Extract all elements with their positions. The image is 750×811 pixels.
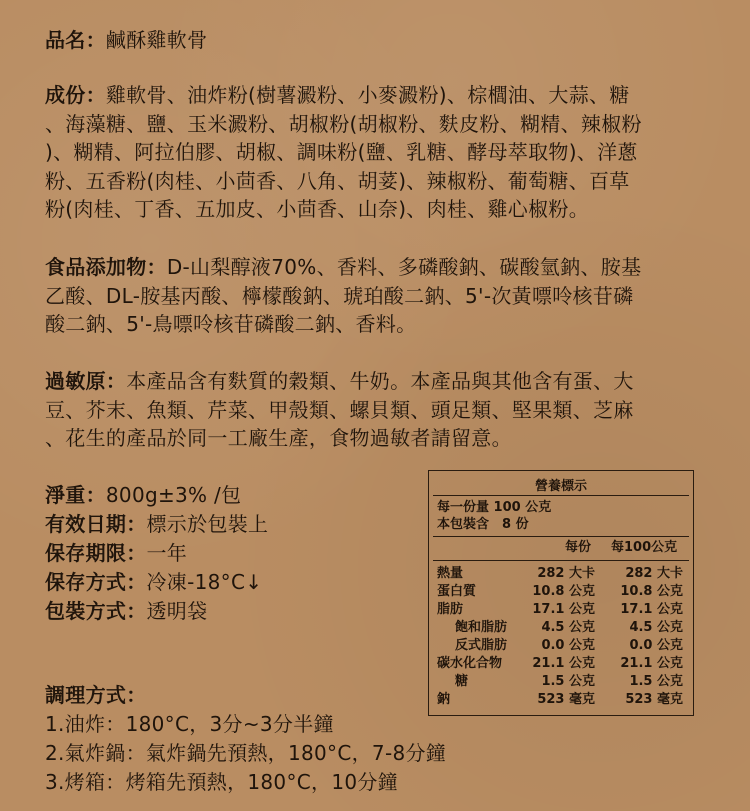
- cooking-label-line: [45, 682, 147, 708]
- packaging-line: 包裝方式：透明袋: [45, 599, 208, 623]
- nutrient-per100: 21.1 公克: [620, 656, 683, 671]
- additives-line: 食品添加物：D-山梨醇液70%、香料、多磷酸鈉、碳酸氫鈉、胺基: [45, 255, 642, 279]
- allergen-line: 、花生的產品於同一工廠生產，食物過敏者請留意。: [45, 426, 512, 450]
- net-weight-line: 淨重：800g±3% /包: [45, 483, 242, 507]
- nutrient-serving: 282 大卡: [537, 566, 595, 581]
- nutrient-name: 熱量: [437, 566, 464, 581]
- shelf-life-line: 保存期限：一年: [45, 541, 188, 565]
- nutrient-serving: 17.1 公克: [532, 602, 595, 617]
- nutrient-name: 脂肪: [437, 602, 464, 617]
- product-name-line: [45, 27, 207, 53]
- nutrient-per100: 523 毫克: [625, 692, 683, 707]
- nutrient-per100: 0.0 公克: [629, 638, 683, 653]
- servings-per-package: 本包裝含 8 份: [437, 517, 529, 532]
- ingredients-block: [45, 81, 715, 224]
- divider: [433, 536, 689, 537]
- nutrient-serving: 0.0 公克: [541, 638, 595, 653]
- nutrient-name: 鈉: [437, 692, 451, 707]
- nutrient-name: 反式脂肪: [455, 638, 508, 653]
- product-name-label: 品名：: [45, 28, 106, 52]
- nutrient-name: 碳水化合物: [437, 656, 503, 671]
- ingredients-line: 、海藻糖、鹽、玉米澱粉、胡椒粉(胡椒粉、麩皮粉、糊精、辣椒粉: [45, 111, 642, 136]
- ingredients-line: 粉、五香粉(肉桂、小茴香、八角、胡荽)、辣椒粉、葡萄糖、百草: [45, 168, 630, 193]
- nutrient-per100: 17.1 公克: [620, 602, 683, 617]
- nutrient-per100: 10.8 公克: [620, 584, 683, 599]
- nutrient-serving: 10.8 公克: [532, 584, 595, 599]
- nutrient-name: 飽和脂肪: [455, 620, 508, 635]
- nutrient-serving: 4.5 公克: [541, 620, 595, 635]
- nutrient-name: 蛋白質: [437, 584, 477, 599]
- nutrition-title: 營養標示: [534, 479, 587, 494]
- allergen-line: 過敏原：本產品含有麩質的穀類、牛奶。本產品與其他含有蛋、大: [45, 369, 634, 393]
- nutrition-facts-table: [428, 470, 694, 716]
- allergen-label: 過敏原：: [45, 369, 127, 393]
- divider: [433, 560, 689, 561]
- cooking-label: 調理方式：: [45, 683, 147, 707]
- additives-line: 乙酸、DL-胺基丙酸、檸檬酸鈉、琥珀酸二鈉、5'-次黃嘌呤核苷磷: [45, 283, 634, 308]
- column-header-per-100g: 每100公克: [611, 540, 678, 555]
- product-name-value: 鹹酥雞軟骨: [105, 28, 208, 52]
- nutrient-serving: 1.5 公克: [541, 674, 595, 689]
- nutrient-name: 糖: [455, 674, 469, 689]
- nutrient-per100: 282 大卡: [625, 566, 683, 581]
- divider: [433, 495, 689, 496]
- nutrient-serving: 523 毫克: [537, 692, 595, 707]
- nutrient-per100: 4.5 公克: [629, 620, 683, 635]
- cooking-step: 3.烤箱：烤箱先預熱，180°C，10分鐘: [45, 770, 398, 794]
- ingredients-line: 成份：雞軟骨、油炸粉(樹薯澱粉、小麥澱粉)、棕櫚油、大蒜、糖: [45, 83, 630, 107]
- additives-block: [45, 253, 715, 339]
- cooking-step: 2.氣炸鍋：氣炸鍋先預熱，180°C，7-8分鐘: [45, 741, 447, 765]
- additives-label: 食品添加物：: [45, 255, 167, 279]
- column-header-serving: 每份: [565, 540, 592, 555]
- cooking-step: 1.油炸：180°C，3分~3分半鐘: [45, 712, 334, 736]
- nutrient-per100: 1.5 公克: [629, 674, 683, 689]
- ingredients-line: )、糊精、阿拉伯膠、胡椒、調味粉(鹽、乳糖、酵母萃取物)、洋蔥: [45, 140, 638, 164]
- serving-size: 每一份量 100 公克: [437, 500, 552, 515]
- ingredients-line: 粉(肉桂、丁香、五加皮、小茴香、山奈)、肉桂、雞心椒粉。: [45, 197, 590, 221]
- nutrient-serving: 21.1 公克: [532, 656, 595, 671]
- ingredients-label: 成份：: [45, 83, 106, 107]
- expiry-line: 有效日期：標示於包裝上: [45, 512, 269, 536]
- storage-line: 保存方式：冷凍-18°C↓: [45, 570, 263, 594]
- allergen-block: [45, 367, 715, 453]
- additives-line: 酸二鈉、5'-鳥嘌呤核苷磷酸二鈉、香料。: [45, 312, 417, 336]
- allergen-line: 豆、芥末、魚類、芹菜、甲殼類、螺貝類、頭足類、堅果類、芝麻: [45, 397, 634, 422]
